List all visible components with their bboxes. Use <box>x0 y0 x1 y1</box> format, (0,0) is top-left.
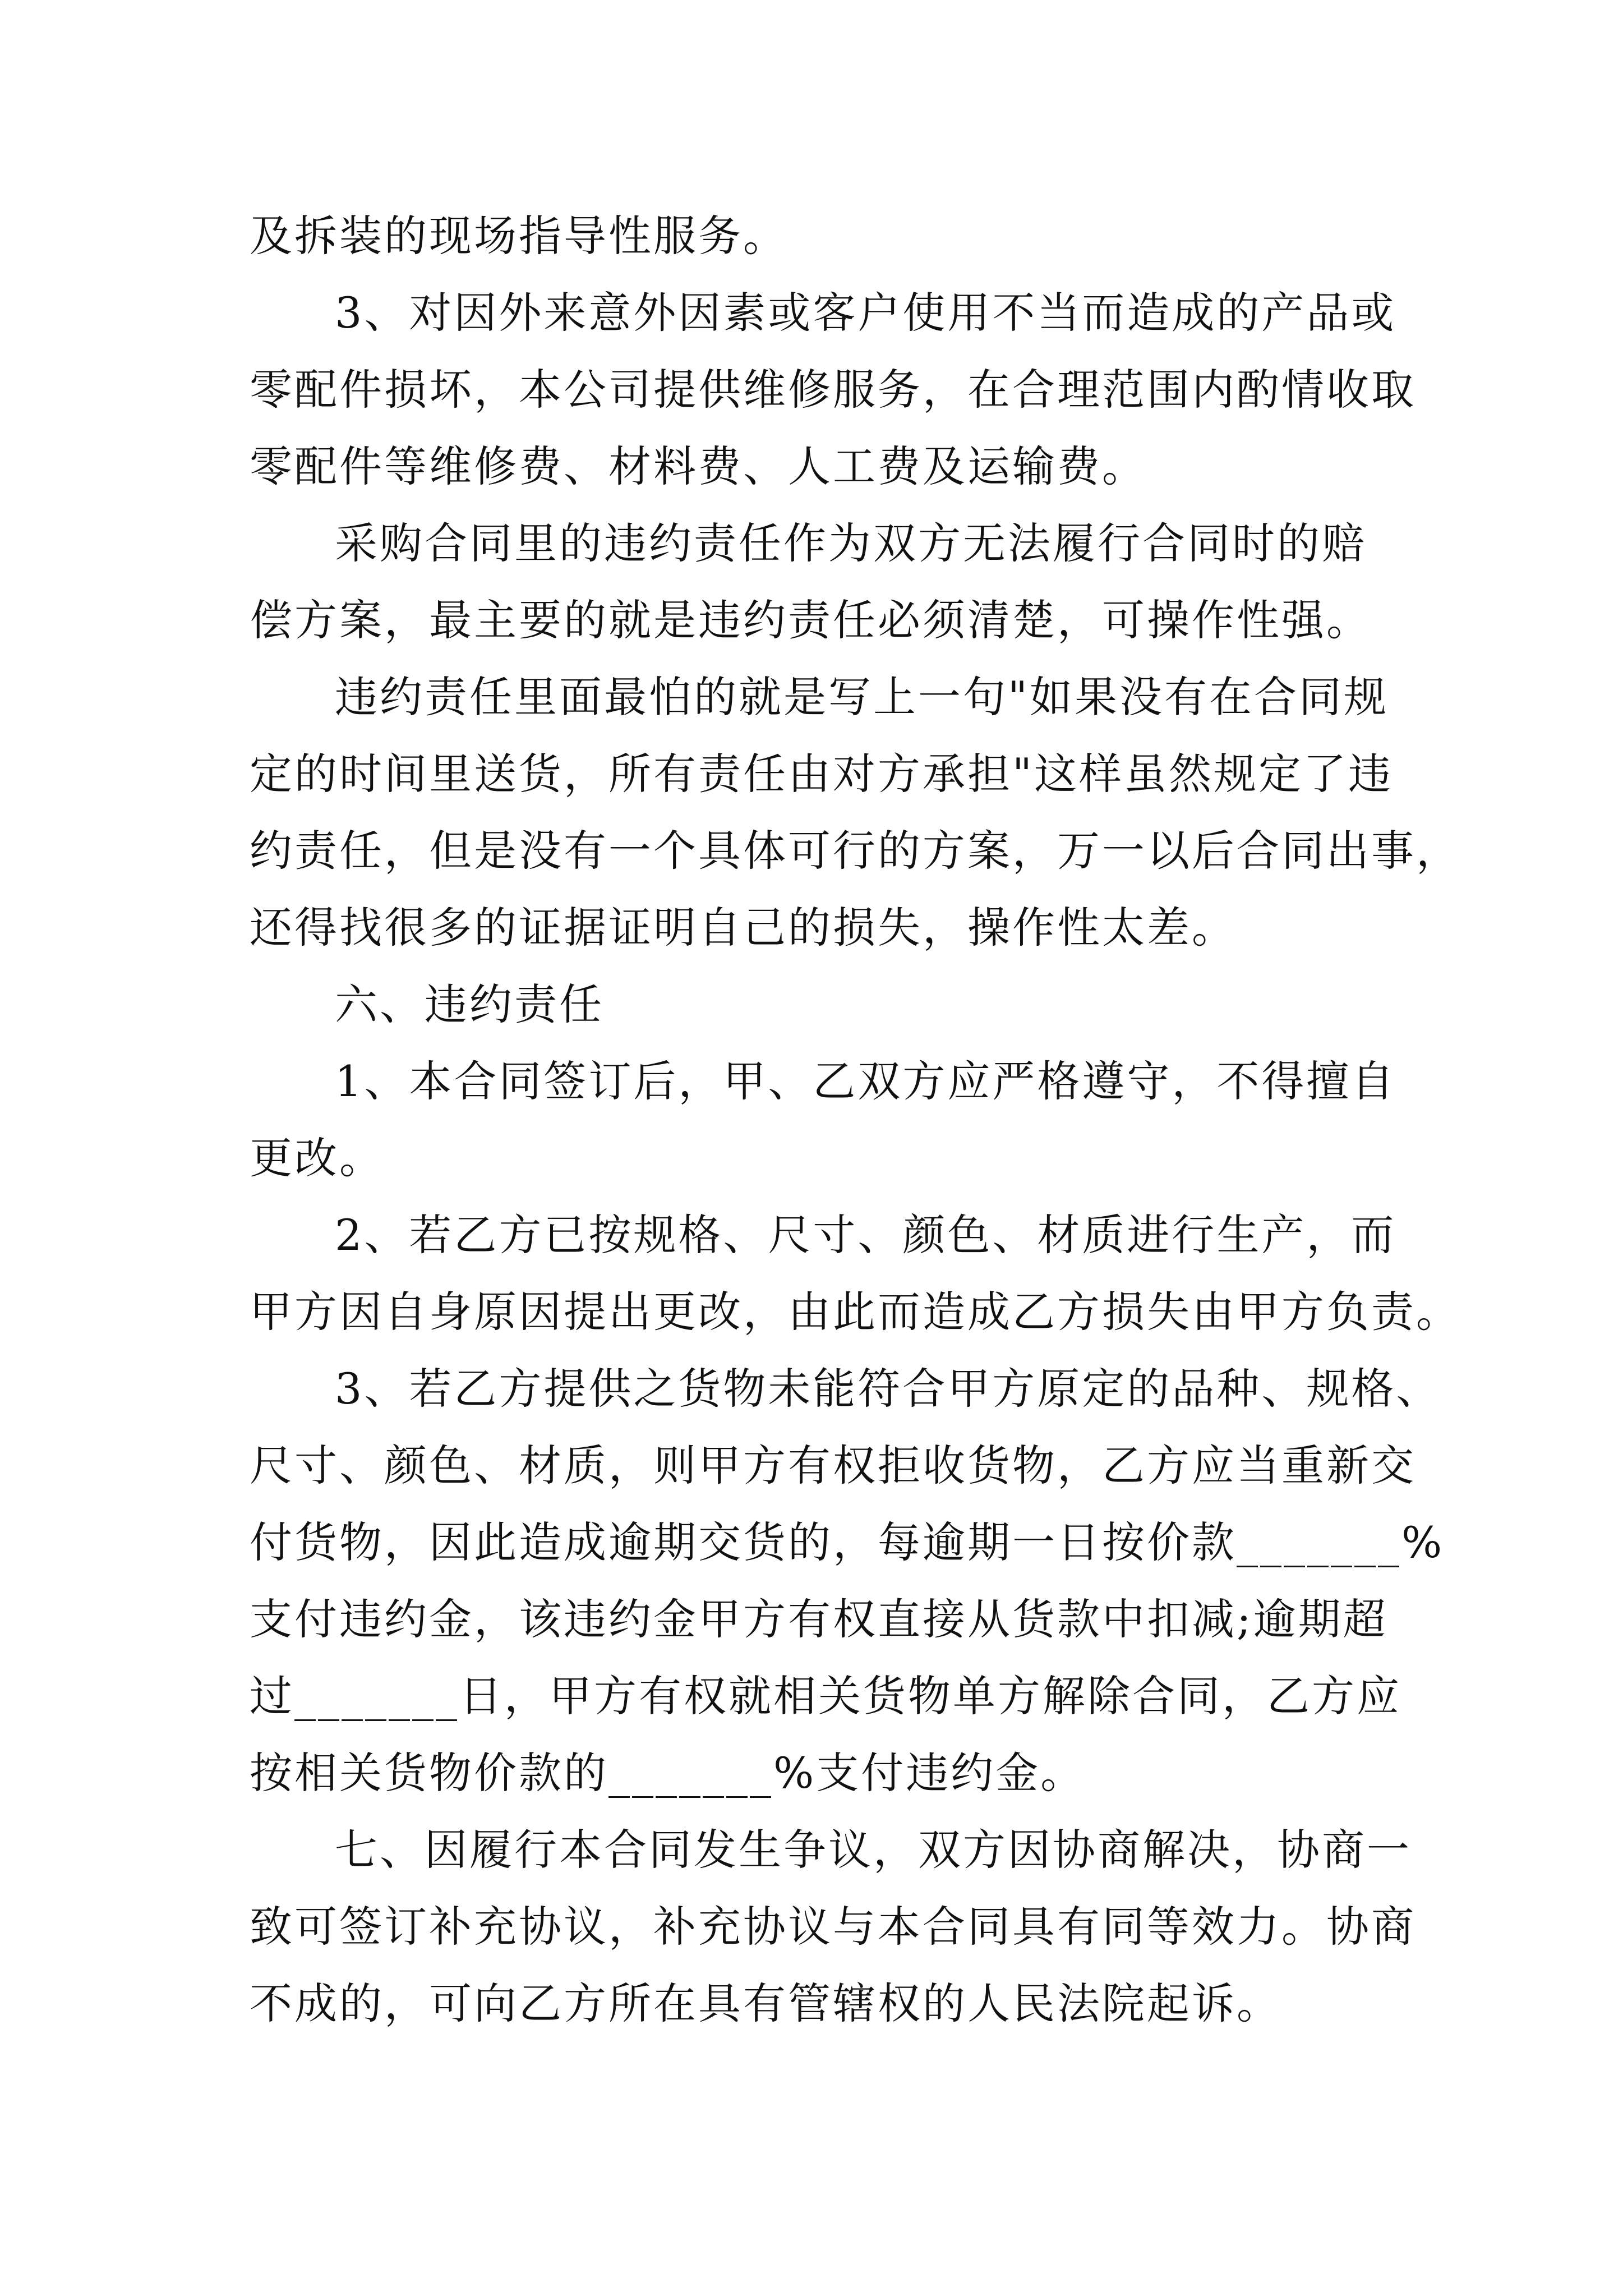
document-body <box>250 197 1461 2042</box>
text-line: 还得找很多的证据证明自己的损失，操作性太差。 <box>250 903 1237 953</box>
text-line: 3、若乙方提供之货物未能符合甲方原定的品种、规格、 <box>335 1364 1441 1414</box>
paragraph <box>250 1350 1445 1811</box>
text-line: 偿方案，最主要的就是违约责任必须清楚，可操作性强。 <box>250 595 1371 645</box>
text-line: 过_______日，甲方有权就相关货物单方解除合同，乙方应 <box>250 1671 1401 1721</box>
text-line: 1、本合同签订后，甲、乙双方应严格遵守，不得擅自 <box>335 1056 1396 1106</box>
text-line: 六、违约责任 <box>335 979 604 1029</box>
text-line: 更改。 <box>250 1133 384 1183</box>
text-line: 支付违约金，该违约金甲方有权直接从货款中扣减;逾期超 <box>250 1594 1388 1644</box>
text-line: 不成的，可向乙方所在具有管辖权的人民法院起诉。 <box>250 1978 1281 2028</box>
text-line: 零配件等维修费、材料费、人工费及运输费。 <box>250 441 1147 491</box>
text-line: 零配件损坏，本公司提供维修服务，在合理范围内酌情收取 <box>250 365 1416 415</box>
text-line: 采购合同里的违约责任作为双方无法履行合同时的赔 <box>335 518 1367 568</box>
paragraph <box>250 1197 1461 1350</box>
text-line: 尺寸、颜色、材质，则甲方有权拒收货物，乙方应当重新交 <box>250 1441 1416 1490</box>
text-line: 违约责任里面最怕的就是写上一句"如果没有在合同规 <box>335 672 1389 722</box>
paragraph <box>250 274 1416 505</box>
section-heading <box>250 966 1374 1043</box>
text-line: 约责任，但是没有一个具体可行的方案，万一以后合同出事， <box>250 826 1461 876</box>
text-line: 及拆装的现场指导性服务。 <box>250 211 788 261</box>
paragraph <box>250 197 1374 274</box>
text-line: 2、若乙方已按规格、尺寸、颜色、材质进行生产，而 <box>335 1210 1396 1260</box>
paragraph <box>250 659 1461 966</box>
text-line: 3、对因外来意外因素或客户使用不当而造成的产品或 <box>335 288 1396 338</box>
paragraph <box>250 1811 1416 2042</box>
text-line: 定的时间里送货，所有责任由对方承担"这样虽然规定了违 <box>250 749 1393 799</box>
text-line: 甲方因自身原因提出更改，由此而造成乙方损失由甲方负责。 <box>250 1287 1461 1337</box>
paragraph <box>250 1043 1396 1197</box>
text-line: 按相关货物价款的_______%支付违约金。 <box>250 1748 1086 1798</box>
text-line: 致可签订补充协议，补充协议与本合同具有同等效力。协商 <box>250 1902 1416 1952</box>
paragraph <box>250 505 1374 659</box>
text-line: 七、因履行本合同发生争议，双方因协商解决，协商一 <box>335 1825 1412 1875</box>
text-line: 付货物，因此造成逾期交货的，每逾期一日按价款_______% <box>250 1517 1445 1567</box>
